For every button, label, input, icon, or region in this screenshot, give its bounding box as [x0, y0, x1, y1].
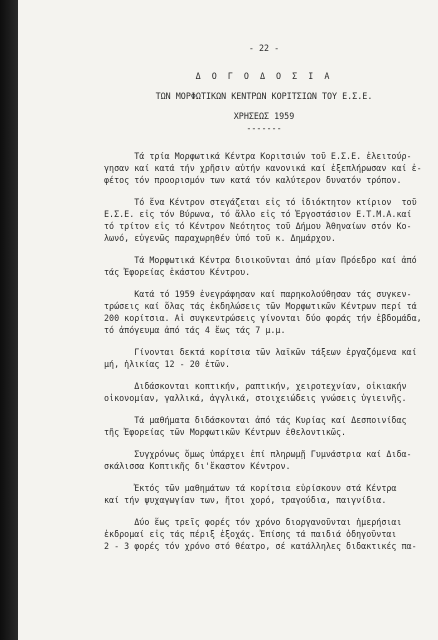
- paragraph-gap: [104, 404, 424, 414]
- paragraph: [104, 196, 424, 244]
- paragraph-line: τῆς Ἐφορείας τῶν Μορφωτικῶν Κέντρων ἐθελοντικῶς.: [104, 427, 347, 437]
- document-subtitle: ΤΩΝ ΜΟΡΦΩΤΙΚΩΝ ΚΕΝΤΡΩΝ ΚΟΡΙΤΣΙΩΝ ΤΟΥ Ε.Σ.Ε.: [155, 91, 373, 101]
- paragraph-line: Τά Μορφωτικά Κέντρα διοικοῦνται ἀπό μίαν Πρόεδρο καί ἀπό: [104, 255, 417, 265]
- paragraph-line: καί τήν ψυχαγωγίαν των, ἤτοι χορό, τραγούδια, παιγνίδια.: [104, 495, 387, 505]
- scan-edge: [0, 0, 18, 640]
- paragraph-line: Ἐκτός τῶν μαθημάτων τά κορίτσια εὑρίσκουν στά Κέντρα: [104, 483, 397, 493]
- paragraph-line: Κατά τό 1959 ἐνεγράφησαν καί παρηκολούθησαν τάς συγκεν-: [104, 289, 412, 299]
- paragraph: [104, 346, 424, 370]
- paragraph: [104, 414, 424, 438]
- paragraph-line: Τά τρία Μορφωτικά Κέντρα Κοριτσιών τοῦ Ε.Σ.Ε. ἐλειτούρ-: [104, 151, 412, 161]
- paragraph-gap: [104, 244, 424, 254]
- document-year: ΧΡΗΣΕΩΣ 1959: [233, 111, 295, 121]
- paragraph-gap: [104, 336, 424, 346]
- paragraph-line: ἐκδρομαί εἰς τάς πέριξ ἐξοχάς. Ἐπίσης τά παιδιά ὁδηγοῦνται: [104, 529, 397, 539]
- paragraph-line: Ε.Σ.Ε. εἰς τόν Βύρωνα, τό ἄλλο εἰς τό Ἐργοστάσιον Ε.Τ.Μ.Α.καί: [104, 209, 412, 219]
- paragraph-line: μή, ἡλικίας 12 - 20 ἐτῶν.: [104, 359, 231, 369]
- paragraph-line: τάς Ἐφορείας ἑκάστου Κέντρου.: [104, 267, 251, 277]
- paragraph-gap: [104, 278, 424, 288]
- document-title: Δ Ο Γ Ο Δ Ο Σ Ι Α: [195, 71, 333, 81]
- paragraph-gap: [104, 370, 424, 380]
- page-number: - 22 -: [248, 43, 280, 53]
- paragraph: [104, 380, 424, 404]
- paragraph-line: λωνό, εὐγενῶς παραχωρηθέν ὑπό τοῦ κ. Δημάρχου.: [104, 233, 336, 243]
- paragraph-gap: [104, 472, 424, 482]
- paragraph-line: Συγχρόνως ὅμως ὑπάρχει ἐπί πληρωμῇ Γυμνάστρια καί Διδα-: [104, 449, 412, 459]
- paragraph-line: Τό ἕνα Κέντρον στεγάζεται εἰς τό ἰδιόκτητον κτίριον τοῦ: [104, 197, 417, 207]
- body-text: [104, 150, 424, 552]
- paragraph: [104, 448, 424, 472]
- paragraph-gap: [104, 506, 424, 516]
- paragraph-line: τό τρίτον εἰς τό Κέντρον Νεότητος τοῦ Δήμου Ἀθηναίων στόν Κο-: [104, 221, 412, 231]
- paragraph-line: οἰκονομίαν, γαλλικά, ἀγγλικά, στοιχειώδεις γνώσεις ὑγιεινῆς.: [104, 393, 407, 403]
- paragraph-line: 2 - 3 φορές τόν χρόνο στό θέατρο, σέ κατάλληλες διδακτικές πα-: [104, 541, 417, 551]
- paragraph-line: τό ἀπόγευμα ἀπό τάς 4 ἕως τάς 7 μ.μ.: [104, 325, 286, 335]
- paragraph: [104, 516, 424, 552]
- paragraph-gap: [104, 438, 424, 448]
- paragraph: [104, 482, 424, 506]
- paragraph-line: Δύο ἕως τρεῖς φορές τόν χρόνο διοργανοῦνται ἡμερήσιαι: [104, 517, 402, 527]
- title-rule: -------: [246, 123, 282, 133]
- paragraph-line: φέτος τόν προορισμόν των κατά τόν καλύτερον δυνατόν τρόπον.: [104, 175, 402, 185]
- paragraph-line: Τά μαθήματα διδάσκονται ἀπό τάς Κυρίας καί Δεσποινίδας: [104, 415, 407, 425]
- paragraph-line: 200 κορίτσια. Αἱ συγκεντρώσεις γίνονται δύο φοράς τήν ἑβδομάδα,: [104, 313, 422, 323]
- paragraph-line: σκάλισσα Κοπτικῆς δι'ἕκαστον Κέντρον.: [104, 461, 291, 471]
- paragraph: [104, 150, 424, 186]
- document-body: [104, 42, 424, 552]
- paragraph-line: γησαν καί κατά τήν χρῆσιν αὐτήν κανονικά καί ἐξεπλήρωσαν καί ἐ-: [104, 163, 422, 173]
- document-page: [18, 0, 438, 640]
- paragraph-line: τρώσεις καί ὅλας τάς ἐκδηλώσεις τῶν Μορφωτικῶν Κέντρων περί τά: [104, 301, 417, 311]
- paragraph-line: Γίνονται δεκτά κορίτσια τῶν λαϊκῶν τάξεων ἐργαζόμενα καί: [104, 347, 417, 357]
- paragraph-gap: [104, 186, 424, 196]
- paragraph: [104, 254, 424, 278]
- paragraph: [104, 288, 424, 336]
- paragraph-line: Διδάσκονται κοπτικήν, ραπτικήν, χειροτεχνίαν, οἰκιακήν: [104, 381, 407, 391]
